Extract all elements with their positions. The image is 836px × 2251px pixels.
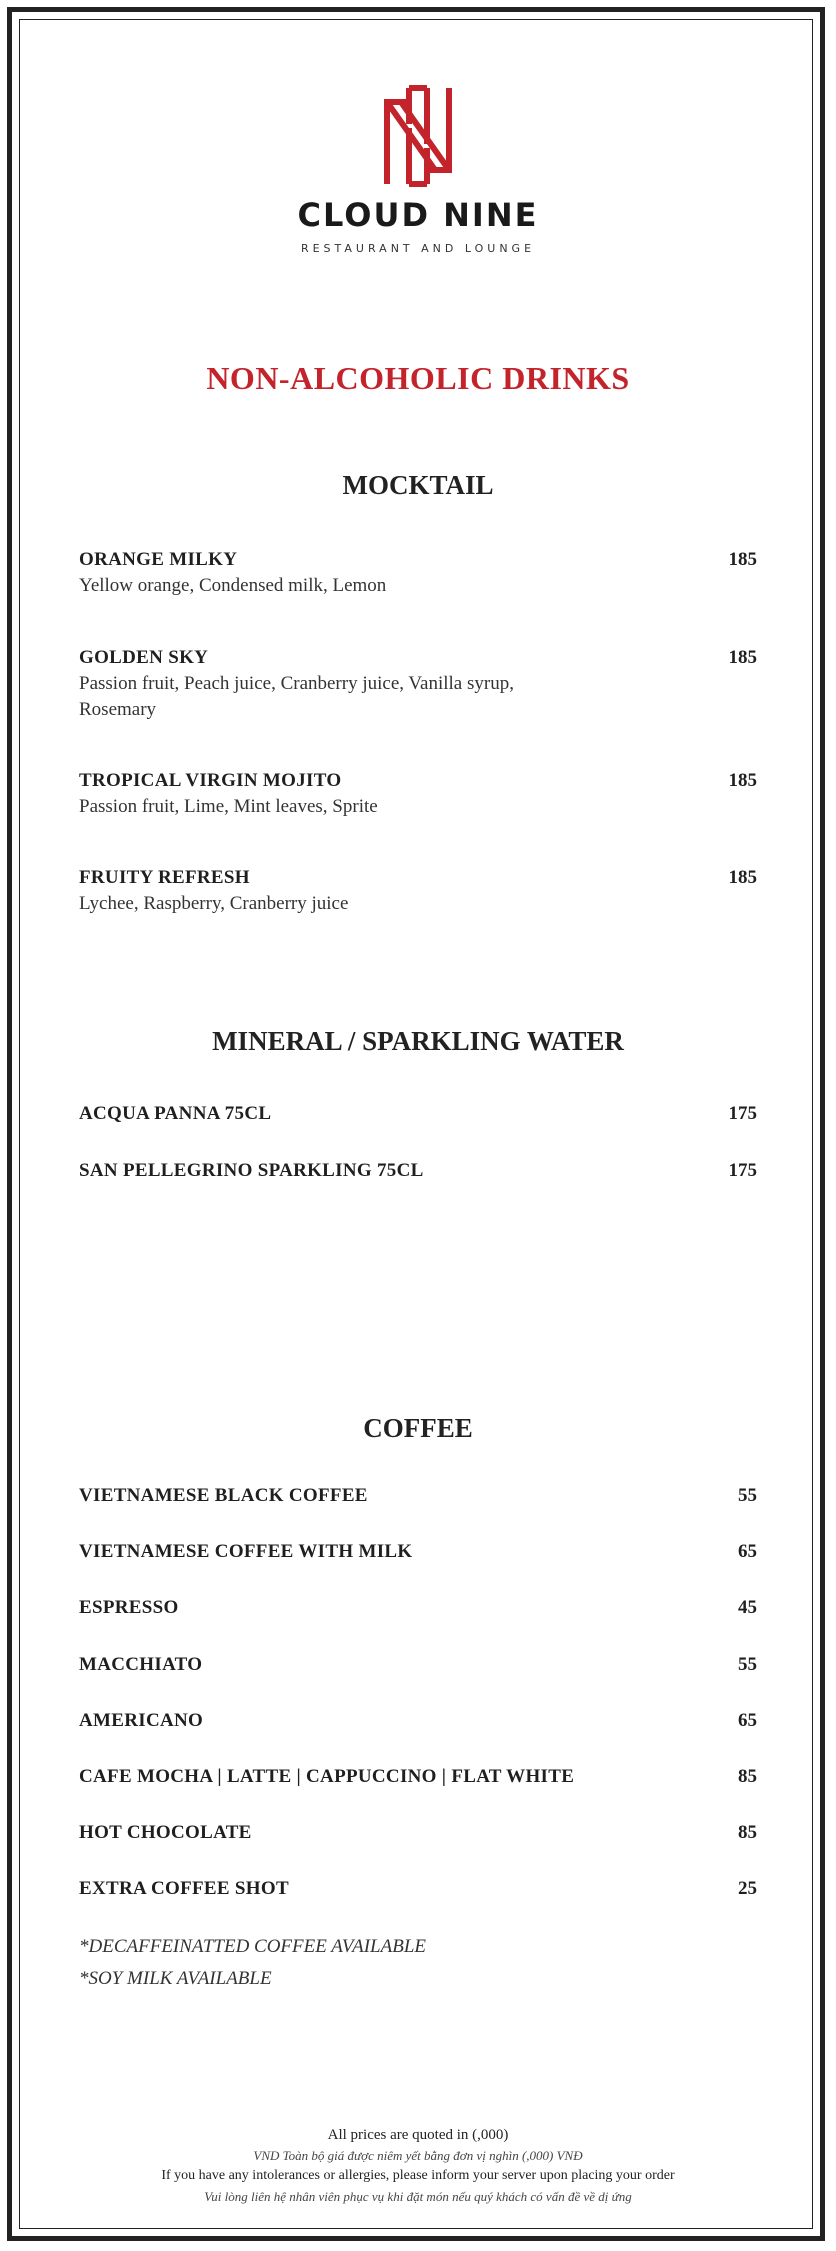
item-name: ACQUA PANNA 75CL: [79, 1103, 272, 1124]
section-title-coffee: COFFEE: [363, 1413, 473, 1443]
menu-item: [79, 1541, 757, 1563]
item-name: ORANGE MILKY: [79, 549, 238, 570]
footer-allergy-note-vn: Vui lòng liên hệ nhân viên phục vụ khi đặt món nếu quý khách có vấn đề về dị ứng: [204, 2189, 632, 2204]
menu-item: [79, 1654, 757, 1676]
page-title: NON-ALCOHOLIC DRINKS: [206, 360, 630, 396]
item-name: GOLDEN SKY: [79, 647, 209, 668]
item-price: 55: [738, 1485, 757, 1506]
footer-price-note-vn: VND Toàn bộ giá được niêm yết bằng đơn vị nghìn (,000) VNĐ: [253, 2148, 583, 2163]
section-title-water: MINERAL / SPARKLING WATER: [212, 1026, 624, 1056]
menu-item: [79, 867, 757, 917]
cloud-nine-logo: [0, 84, 836, 188]
logo-mark-icon: [383, 84, 453, 188]
item-price: 85: [738, 1822, 757, 1843]
coffee-note-decaf: *DECAFFEINATTED COFFEE AVAILABLE: [79, 1936, 427, 1957]
item-name: ESPRESSO: [79, 1597, 179, 1618]
menu-item: [79, 647, 757, 723]
footer-price-note: All prices are quoted in (,000): [327, 2127, 509, 2143]
menu-item: [79, 770, 757, 820]
item-price: 175: [728, 1103, 757, 1124]
brand-name: CLOUD NINE: [297, 196, 539, 234]
item-price: 185: [728, 867, 757, 888]
menu-item: [79, 1710, 757, 1732]
item-price: 45: [738, 1597, 757, 1618]
item-price: 185: [728, 770, 757, 791]
item-name: MACCHIATO: [79, 1654, 203, 1675]
item-description: Yellow orange, Condensed milk, Lemon: [79, 575, 387, 596]
menu-item: [79, 549, 757, 599]
item-price: 65: [738, 1541, 757, 1562]
item-name: EXTRA COFFEE SHOT: [79, 1878, 289, 1899]
item-price: 25: [738, 1878, 757, 1899]
coffee-note-soy: *SOY MILK AVAILABLE: [79, 1968, 272, 1989]
menu-item: [79, 1160, 757, 1182]
item-description: Passion fruit, Peach juice, Cranberry juice, Vanilla syrup, Rosemary: [79, 673, 514, 720]
item-name: AMERICANO: [79, 1710, 204, 1731]
item-name: CAFE MOCHA | LATTE | CAPPUCCINO | FLAT WHITE: [79, 1766, 575, 1787]
item-price: 65: [738, 1710, 757, 1731]
section-title-mocktail: MOCKTAIL: [342, 470, 494, 500]
item-name: HOT CHOCOLATE: [79, 1822, 252, 1843]
item-price: 185: [728, 647, 757, 668]
item-name: SAN PELLEGRINO SPARKLING 75CL: [79, 1160, 424, 1181]
menu-item: [79, 1103, 757, 1125]
item-price: 175: [728, 1160, 757, 1181]
item-name: VIETNAMESE BLACK COFFEE: [79, 1485, 368, 1506]
menu-item: [79, 1597, 757, 1619]
item-price: 55: [738, 1654, 757, 1675]
item-description: Lychee, Raspberry, Cranberry juice: [79, 893, 349, 914]
item-price: 185: [728, 549, 757, 570]
item-name: VIETNAMESE COFFEE WITH MILK: [79, 1541, 413, 1562]
item-name: FRUITY REFRESH: [79, 867, 250, 888]
footer-allergy-note: If you have any intolerances or allergies, please inform your server upon placing your order: [161, 2168, 675, 2183]
menu-item: [79, 1485, 757, 1507]
menu-item: [79, 1822, 757, 1844]
item-description: Passion fruit, Lime, Mint leaves, Sprite: [79, 796, 378, 817]
menu-item: [79, 1878, 757, 1900]
item-price: 85: [738, 1766, 757, 1787]
item-name: TROPICAL VIRGIN MOJITO: [79, 770, 342, 791]
menu-item: [79, 1766, 757, 1788]
brand-tagline: RESTAURANT AND LOUNGE: [300, 242, 536, 255]
